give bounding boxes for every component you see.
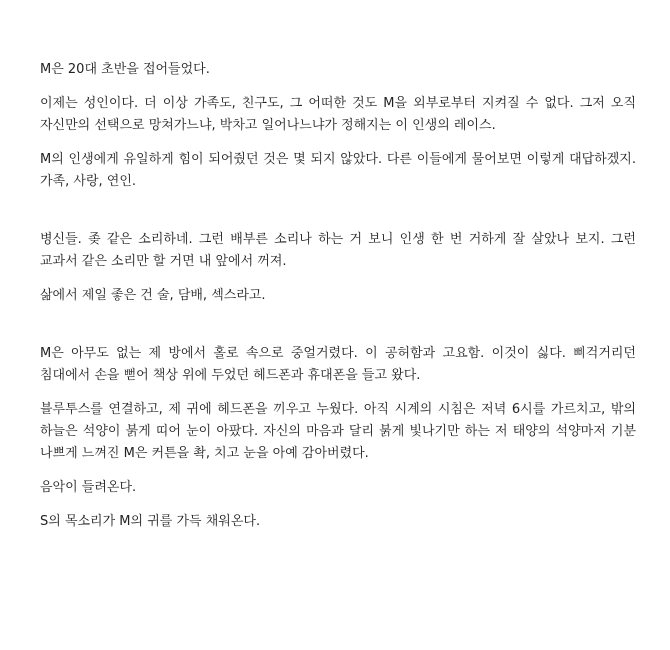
document-body [40, 59, 636, 545]
paragraph: M은 아무도 없는 제 방에서 홀로 속으로 중얼거렸다. 이 공허함과 고요함. 이것이 싫다. 삐걱거리던 침대에서 손을 뻗어 책상 위에 두었던 헤드폰과 휴대폰을 들고 왔다. [40, 346, 636, 383]
section-break [40, 205, 636, 229]
paragraph: 블루투스를 연결하고, 제 귀에 헤드폰을 끼우고 누웠다. 아직 시계의 시침은 저녁 6시를 가르치고, 밖의 하늘은 석양이 붉게 띠어 눈이 아팠다. 자신의 마음과 달리 붉게 빛나기만 하는 저 태양의 석양마저 기분 나쁘게 느껴진 M은 커튼을 촥, 치고 눈을 아예 감아버렸다. [40, 402, 636, 461]
paragraph: S의 목소리가 M의 귀를 가득 채워온다. [40, 514, 261, 529]
paragraph: 음악이 들려온다. [40, 480, 137, 495]
section-break [40, 319, 636, 343]
paragraph: 이제는 성인이다. 더 이상 가족도, 친구도, 그 어떠한 것도 M을 외부로부터 지켜질 수 없다. 그저 오직 자신만의 선택으로 망쳐가느냐, 박차고 일어나느냐가 정해지는 이 인생의 레이스. [40, 96, 636, 133]
paragraph: M은 20대 초반을 접어들었다. [40, 62, 210, 77]
paragraph: 병신들. 좆 같은 소리하네. 그런 배부른 소리나 하는 거 보니 인생 한 번 거하게 잘 살았나 보지. 그런 교과서 같은 소리만 할 거면 내 앞에서 꺼져. [40, 232, 636, 269]
paragraph: M의 인생에게 유일하게 힘이 되어줬던 것은 몇 되지 않았다. 다른 이들에게 물어보면 이렇게 대답하겠지. 가족, 사랑, 연인. [40, 152, 636, 189]
paragraph: 삶에서 제일 좋은 건 술, 담배, 섹스라고. [40, 288, 266, 303]
